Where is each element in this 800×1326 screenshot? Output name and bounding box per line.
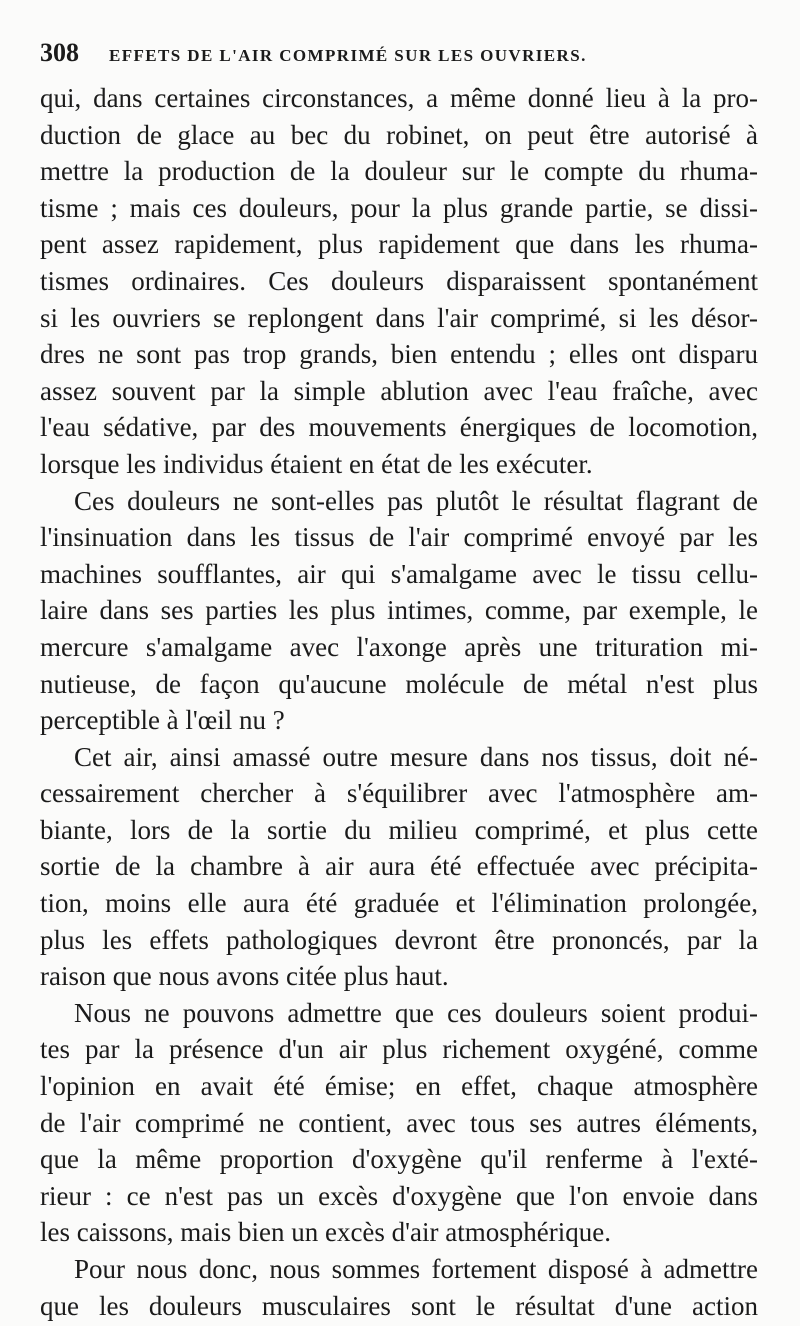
text-line: laire dans ses parties les plus intimes, comme, par exemple, le bbox=[40, 595, 758, 626]
text-line: si les ouvriers se replongent dans l'air comprimé, si les désor- bbox=[40, 302, 758, 333]
text-line: Pour nous donc, nous sommes fortement disposé à admettre bbox=[74, 1254, 758, 1284]
text-line: dres ne sont pas trop grands, bien entendu ; elles ont disparu bbox=[40, 339, 758, 370]
text-line: l'insinuation dans les tissus de l'air comprimé envoyé par les bbox=[40, 522, 758, 553]
text-line: raison que nous avons citée plus haut. bbox=[40, 961, 449, 992]
text-line: Nous ne pouvons admettre que ces douleurs soient produi- bbox=[74, 997, 758, 1028]
text-line: l'eau sédative, par des mouvements énergiques de locomotion, bbox=[40, 412, 758, 443]
text-line: tisme ; mais ces douleurs, pour la plus grande partie, se dissi- bbox=[40, 192, 758, 223]
text-line: tes par la présence d'un air plus richement oxygéné, comme bbox=[40, 1034, 758, 1065]
body-text bbox=[40, 80, 758, 1324]
running-head: EFFETS DE L'AIR COMPRIMÉ SUR LES OUVRIERS. bbox=[109, 46, 587, 65]
text-line: cessairement chercher à s'équilibrer avec l'atmosphère am- bbox=[40, 778, 758, 809]
text-line: les caissons, mais bien un excès d'air atmosphérique. bbox=[40, 1217, 611, 1248]
text-line: mercure s'amalgame avec l'axonge après une trituration mi- bbox=[40, 631, 758, 662]
text-line: plus les effets pathologiques devront être prononcés, par la bbox=[40, 924, 758, 955]
text-line: lorsque les individus étaient en état de les exécuter. bbox=[40, 448, 593, 479]
text-line: Ces douleurs ne sont-elles pas plutôt le résultat flagrant de bbox=[74, 485, 758, 516]
text-line: de l'air comprimé ne contient, avec tous ses autres éléments, bbox=[40, 1107, 758, 1138]
text-line: tion, moins elle aura été graduée et l'élimination prolongée, bbox=[40, 888, 758, 919]
page-number: 308 bbox=[40, 38, 79, 67]
text-line: l'opinion en avait été émise; en effet, chaque atmosphère bbox=[40, 1071, 758, 1102]
text-line: mettre la production de la douleur sur le compte du rhuma- bbox=[40, 156, 758, 187]
text-line: sortie de la chambre à air aura été effectuée avec précipita- bbox=[40, 851, 758, 882]
text-line: duction de glace au bec du robinet, on peut être autorisé à bbox=[40, 119, 758, 150]
text-line: qui, dans certaines circonstances, a même donné lieu à la pro- bbox=[40, 83, 758, 113]
text-line: assez souvent par la simple ablution avec l'eau fraîche, avec bbox=[40, 375, 758, 406]
text-line: biante, lors de la sortie du milieu comprimé, et plus cette bbox=[40, 814, 758, 845]
text-line: perceptible à l'œil nu ? bbox=[40, 705, 285, 736]
text-line: pent assez rapidement, plus rapidement que dans les rhuma- bbox=[40, 229, 758, 260]
text-line: tismes ordinaires. Ces douleurs disparaissent spontanément bbox=[40, 265, 758, 296]
page-header bbox=[40, 38, 760, 78]
text-line: nutieuse, de façon qu'aucune molécule de métal n'est plus bbox=[40, 668, 758, 699]
text-line: machines soufflantes, air qui s'amalgame avec le tissu cellu- bbox=[40, 558, 758, 589]
text-line: rieur : ce n'est pas un excès d'oxygène que l'on envoie dans bbox=[40, 1180, 758, 1211]
text-line: que les douleurs musculaires sont le résultat d'une action bbox=[40, 1290, 758, 1321]
text-line: que la même proportion d'oxygène qu'il renferme à l'exté- bbox=[40, 1144, 758, 1175]
text-line: Cet air, ainsi amassé outre mesure dans nos tissus, doit né- bbox=[74, 741, 758, 772]
